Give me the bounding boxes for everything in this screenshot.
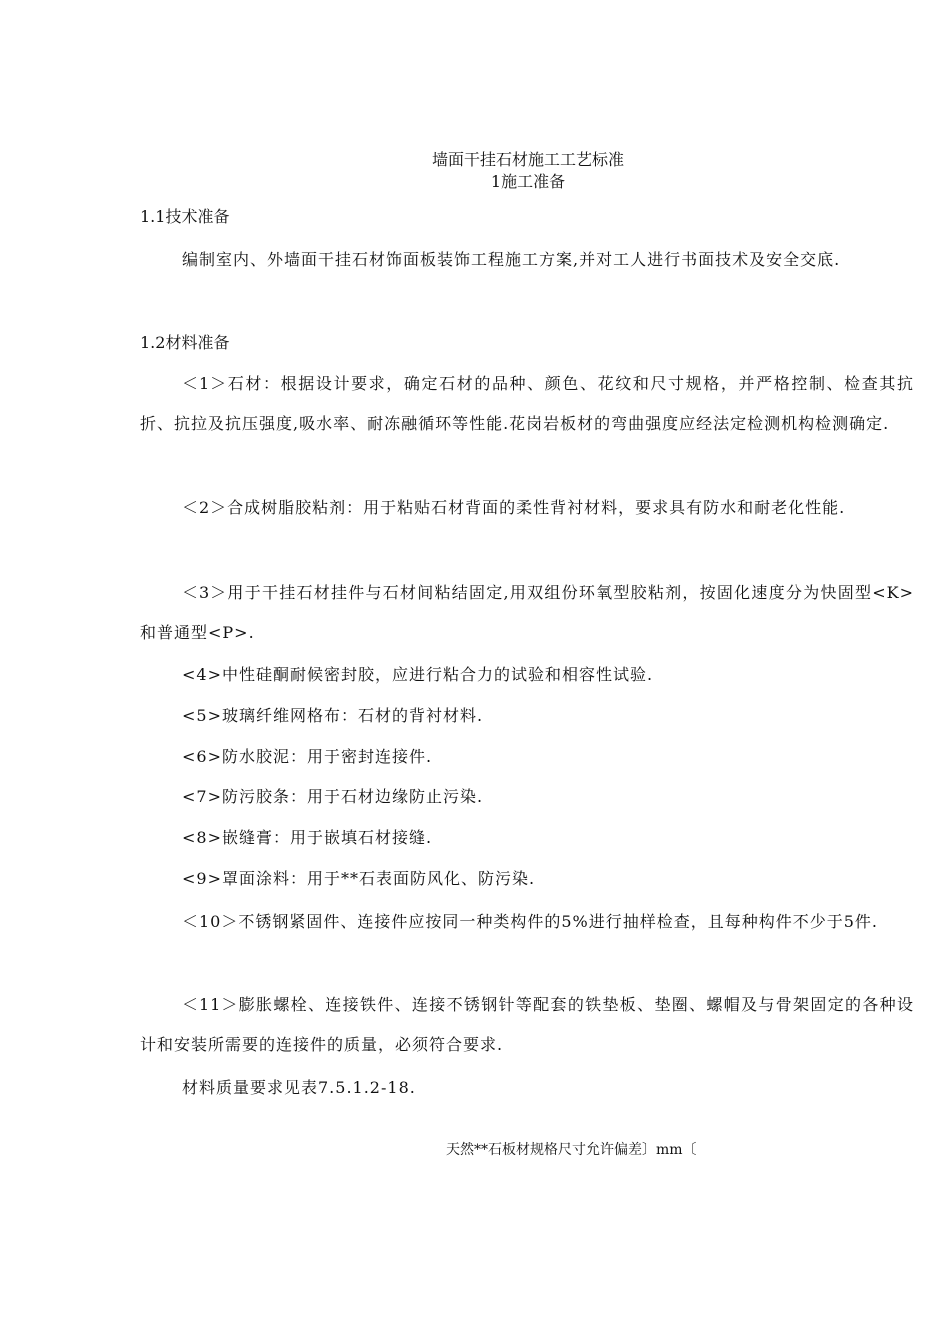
- material-item-7: <7>防污胶条：用于石材边缘防止污染.: [182, 787, 484, 806]
- material-item-1: ＜1＞石材：根据设计要求，确定石材的品种、颜色、花纹和尺寸规格，并严格控制、检查其抗折、抗拉及抗压强度,吸水率、耐冻融循环等性能.花岗岩板材的弯曲强度应经法定检测机构检测确定.: [140, 374, 914, 433]
- material-item-11: ＜11＞膨胀螺栓、连接铁件、连接不锈钢针等配套的铁垫板、垫圈、螺帽及与骨架固定的各种设计和安装所需要的连接件的质量，必须符合要求.: [140, 995, 914, 1054]
- material-item-9: <9>罩面涂料：用于**石表面防风化、防污染.: [182, 869, 536, 888]
- material-item-5: <5>玻璃纤维网格布：石材的背衬材料.: [182, 706, 484, 725]
- document-title: 墙面干挂石材施工工艺标准: [431, 150, 624, 169]
- section-heading-1: 1施工准备: [490, 172, 566, 191]
- material-item-2: ＜2＞合成树脂胶粘剂：用于粘贴石材背面的柔性背衬材料，要求具有防水和耐老化性能.: [182, 498, 846, 517]
- table-caption: 天然**石板材规格尺寸允许偏差〕mm〔: [446, 1142, 697, 1158]
- material-item-3: ＜3＞用于干挂石材挂件与石材间粘结固定,用双组份环氧型胶粘剂，按固化速度分为快固型<K>和普通型<P>.: [140, 583, 914, 642]
- paragraph-tech-prep: 编制室内、外墙面干挂石材饰面板装饰工程施工方案,并对工人进行书面技术及安全交底.: [182, 250, 841, 269]
- subsection-heading-1-2: 1.2材料准备: [140, 333, 230, 352]
- material-item-10: ＜10＞不锈钢紧固件、连接件应按同一种类构件的5%进行抽样检查，且每种构件不少于5件.: [182, 912, 879, 931]
- material-item-4: <4>中性硅酮耐候密封胶，应进行粘合力的试验和相容性试验.: [182, 665, 654, 684]
- material-item-8: <8>嵌缝膏：用于嵌填石材接缝.: [182, 828, 433, 847]
- material-item-6: <6>防水胶泥：用于密封连接件.: [182, 747, 433, 766]
- subsection-heading-1-1: 1.1技术准备: [140, 207, 230, 226]
- paragraph-material-reference: 材料质量要求见表7.5.1.2-18.: [182, 1078, 416, 1097]
